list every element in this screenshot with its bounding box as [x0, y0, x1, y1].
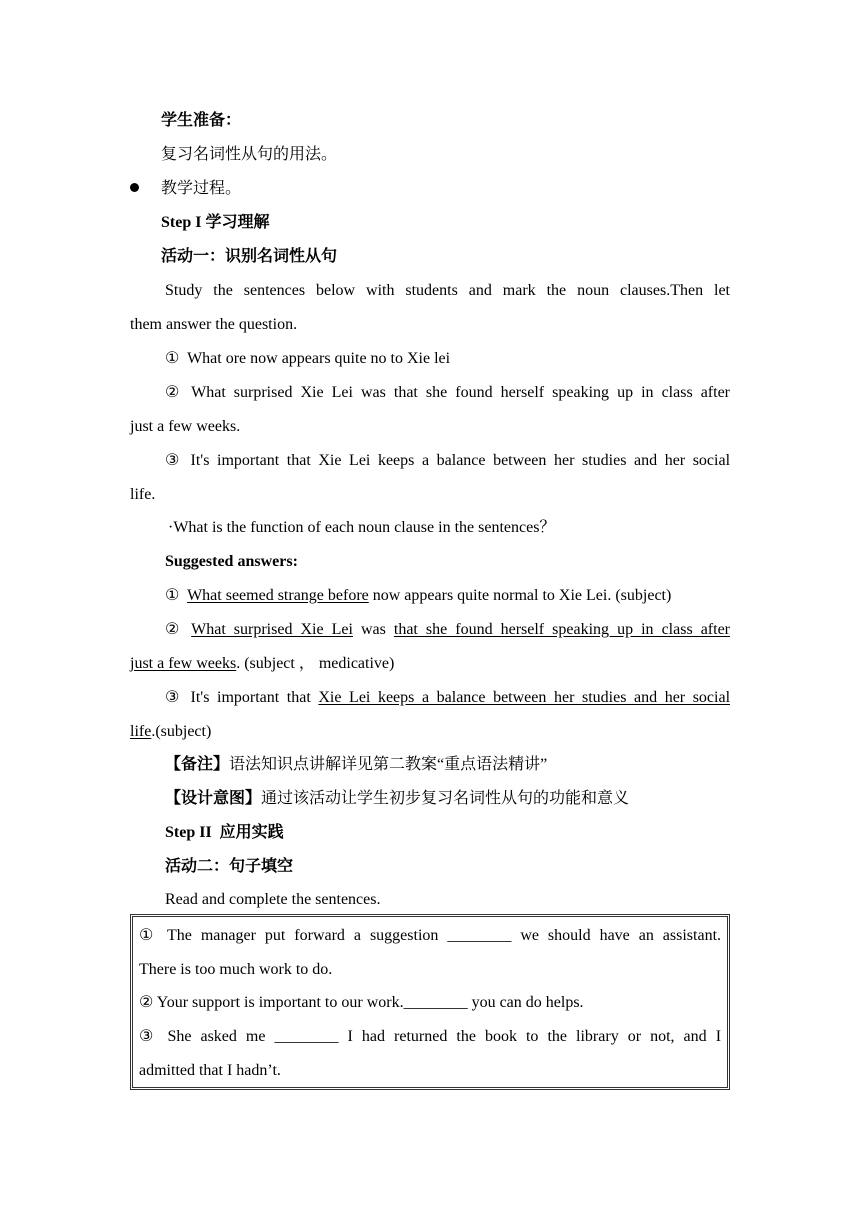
note-label: 【备注】 — [165, 756, 230, 773]
sentence-text: What ore now appears quite no to Xie lei — [187, 350, 451, 367]
circled-number: ② — [165, 384, 184, 401]
student-prep-heading: 学生准备： — [161, 112, 242, 129]
design-intent-line — [165, 789, 629, 809]
exercise-1-line2: There is too much work to do. — [139, 961, 333, 978]
circled-number: ③ — [165, 689, 183, 706]
answer-2-line1 — [165, 620, 730, 640]
answer-3-line2 — [130, 722, 211, 742]
note-text: 语法知识点讲解详见第二教案“重点语法精讲” — [229, 756, 548, 773]
sentence-text: It's important that Xie Lei keeps a balance between her studies and her social — [190, 452, 731, 469]
activity2-title: 活动二：句子填空 — [165, 858, 294, 875]
bullet-icon — [130, 183, 139, 192]
answer-text: . (subject ， medicative) — [236, 655, 395, 672]
step1-title: Step I 学习理解 — [161, 214, 270, 231]
underlined-clause: Xie Lei keeps a balance between her studies and her social — [318, 689, 731, 706]
activity2-instruction: Read and complete the sentences. — [165, 891, 381, 908]
answer-text: It's important that — [190, 689, 319, 706]
sentence-3-line1 — [165, 451, 730, 471]
exercise-1-line1 — [139, 926, 721, 946]
circled-number: ② — [165, 621, 184, 638]
circled-number: ② — [139, 994, 154, 1011]
circled-number: ① — [165, 587, 180, 604]
underlined-clause: life — [130, 723, 152, 740]
sentence-2-line1 — [165, 383, 730, 403]
activity1-title: 活动一：识别名词性从句 — [161, 248, 338, 265]
circled-number: ③ — [139, 1028, 159, 1045]
underlined-clause: that she found herself speaking up in class after — [393, 621, 730, 638]
exercise-text: She asked me ________ I had returned the book to the library or not, and I — [167, 1028, 722, 1045]
sentence-text: What surprised Xie Lei was that she found herself speaking up in class after — [191, 384, 731, 401]
circled-number: ① — [139, 927, 159, 944]
underlined-clause: What seemed strange before — [187, 587, 369, 604]
exercise-text: The manager put forward a suggestion ________ we should have an assistant. — [167, 927, 722, 944]
answer-rest: now appears quite normal to Xie Lei. (subject) — [368, 587, 672, 604]
underlined-clause: just a few weeks — [130, 655, 237, 672]
note-line — [165, 755, 547, 775]
design-intent-label: 【设计意图】 — [165, 790, 262, 807]
sentence-3-line2: life. — [130, 486, 156, 503]
sentence-2-line2: just a few weeks. — [130, 418, 241, 435]
exercise-3-line1 — [139, 1027, 721, 1047]
answer-text: .(subject) — [151, 723, 212, 740]
sentence-1 — [165, 349, 450, 369]
suggested-answers-heading: Suggested answers: — [165, 553, 298, 570]
student-prep-text: 复习名词性从句的用法。 — [161, 146, 338, 163]
function-question: ·What is the function of each noun clause in the sentences？ — [168, 519, 556, 536]
exercise-text: Your support is important to our work.________ you can do helps. — [156, 994, 584, 1011]
underlined-clause: What surprised Xie Lei — [191, 621, 353, 638]
exercise-2 — [139, 993, 584, 1013]
activity1-instruction-line1: Study the sentences below with students and mark the noun clauses.Then let — [165, 282, 730, 299]
design-intent-text: 通过该活动让学生初步复习名词性从句的功能和意义 — [261, 790, 630, 807]
answer-1 — [165, 586, 671, 606]
circled-number: ③ — [165, 452, 183, 469]
answer-2-line2 — [130, 654, 394, 674]
circled-number: ① — [165, 350, 180, 367]
answer-3-line1 — [165, 688, 730, 708]
exercise-3-line2: admitted that I hadn’t. — [139, 1062, 281, 1079]
answer-text: was — [352, 621, 394, 638]
step2-title: Step II 应用实践 — [165, 824, 284, 841]
teaching-process-label: 教学过程。 — [161, 180, 242, 197]
activity1-instruction-line2: them answer the question. — [130, 316, 298, 333]
